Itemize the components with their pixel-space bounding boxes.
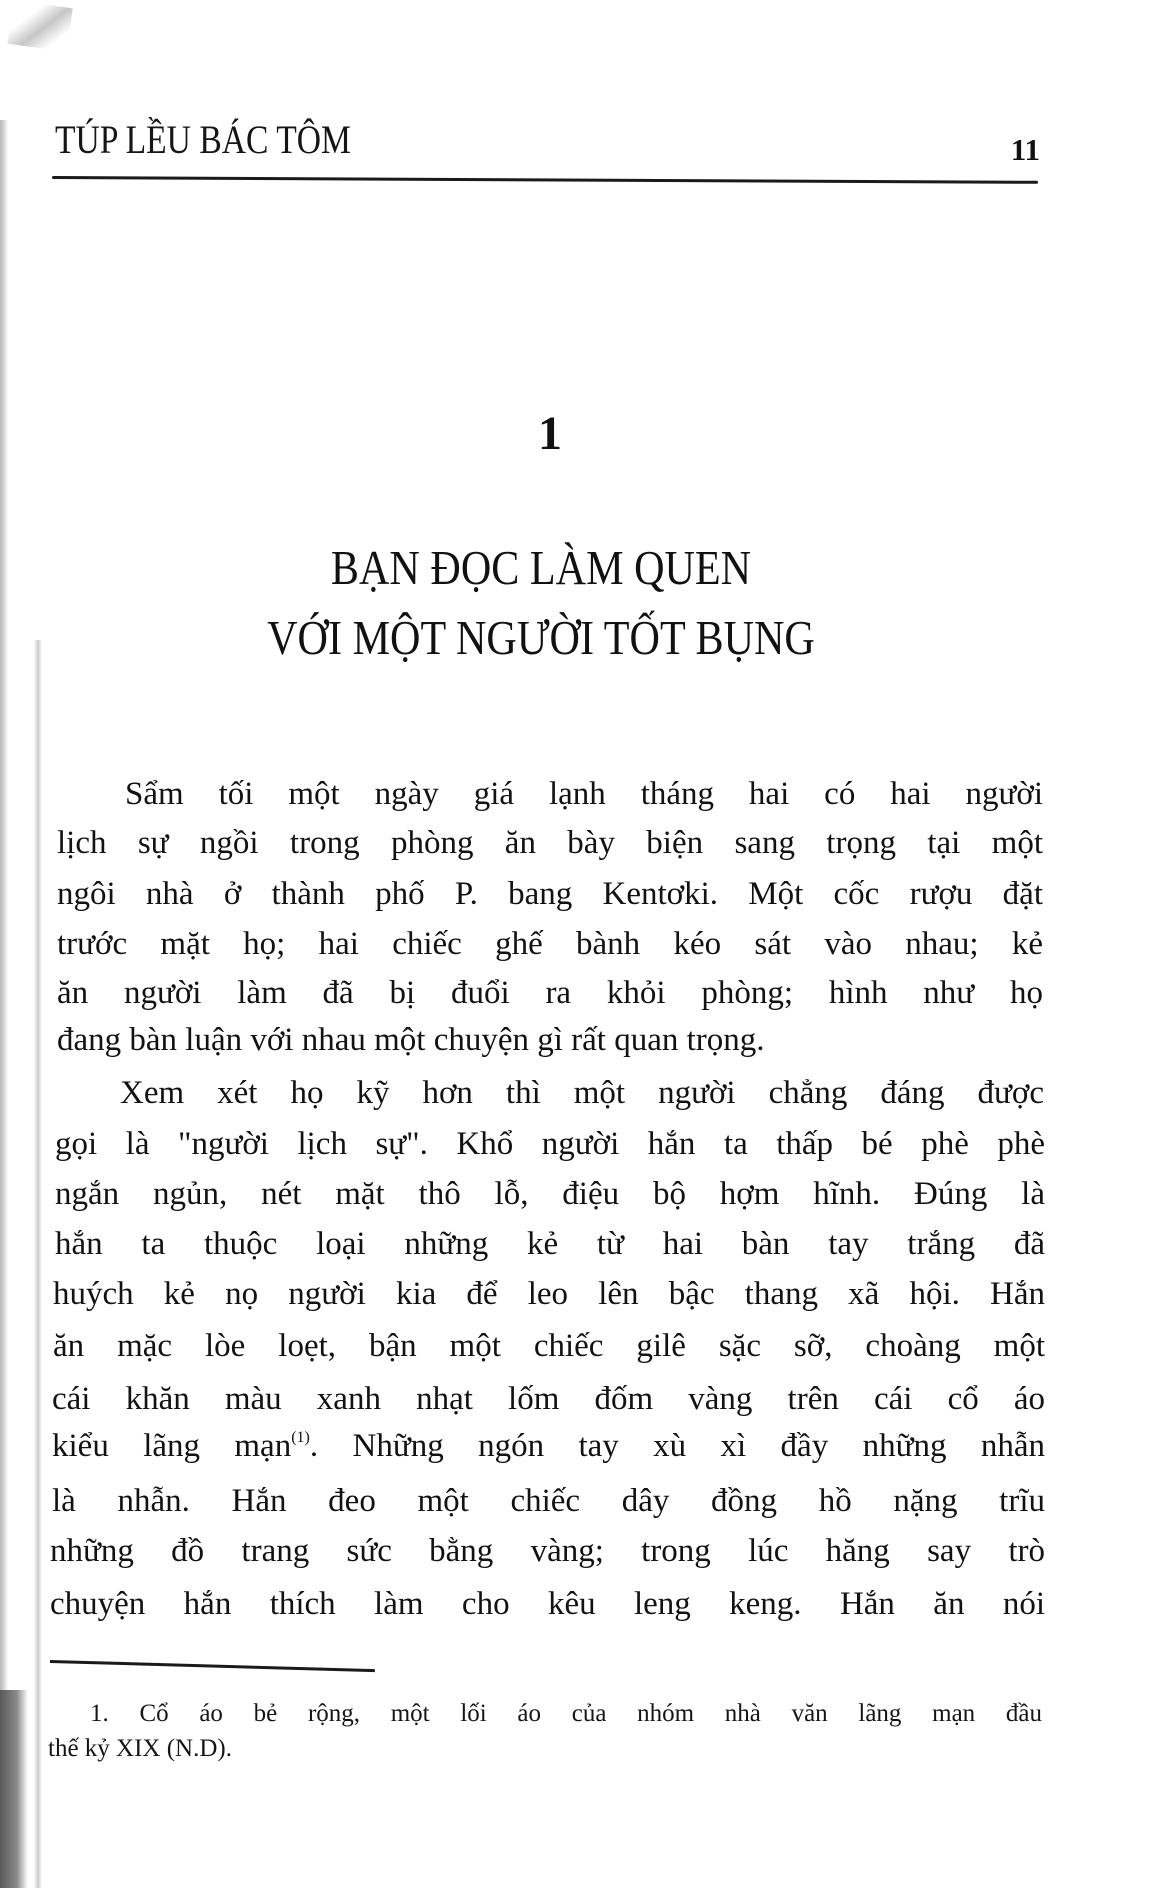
footnote-line xyxy=(90,1698,1042,1730)
text-line-content: ăn người làm đã bị đuổi ra khỏi phòng; hình như họ xyxy=(57,975,1043,1011)
text-line xyxy=(53,1324,1045,1368)
text-line-content: hắn ta thuộc loại những kẻ từ hai bàn tay trắng đã xyxy=(55,1226,1045,1262)
running-head-title: TÚP LỀU BÁC TÔM xyxy=(55,117,351,162)
text-line-content: ngôi nhà ở thành phố P. bang Kentơki. Một cốc rượu đặt xyxy=(57,876,1043,912)
text-fragment: kiểu lãng mạn xyxy=(52,1428,292,1464)
text-line xyxy=(52,1479,1045,1523)
text-line xyxy=(57,1018,1007,1062)
text-line-content: đang bàn luận với nhau một chuyện gì rất quan trọng. xyxy=(57,1022,765,1058)
text-line-content: gọi là "người lịch sự". Khổ người hắn ta thấp bé phè phè xyxy=(55,1126,1045,1162)
text-line xyxy=(57,971,1043,1015)
chapter-number: 1 xyxy=(538,407,562,460)
text-line xyxy=(52,1424,1045,1468)
scan-edge-shadow xyxy=(0,120,8,1888)
text-line-content: những đồ trang sức bằng vàng; trong lúc hăng say trò xyxy=(50,1533,1045,1569)
text-line-content: trước mặt họ; hai chiếc ghế bành kéo sát vào nhau; kẻ xyxy=(57,926,1043,962)
text-line xyxy=(55,1122,1045,1166)
text-line xyxy=(57,821,1043,865)
header-rule xyxy=(52,176,1038,184)
text-line-content: ngắn ngủn, nét mặt thô lỗ, điệu bộ hợm hĩnh. Đúng là xyxy=(55,1176,1045,1212)
chapter-title-line-2: VỚI MỘT NGƯỜI TỐT BỤNG xyxy=(267,610,815,665)
text-line-content: là nhẫn. Hắn đeo một chiếc dây đồng hồ nặng trĩu xyxy=(52,1483,1045,1519)
text-line xyxy=(50,1529,1045,1573)
text-line xyxy=(55,1222,1045,1266)
text-line-content: huých kẻ nọ người kia để leo lên bậc thang xã hội. Hắn xyxy=(53,1276,1045,1312)
chapter-title-line-1: BẠN ĐỌC LÀM QUEN xyxy=(330,540,752,595)
text-line xyxy=(120,1071,1044,1115)
scan-edge-shadow-bottom xyxy=(0,1690,28,1888)
text-line xyxy=(55,1172,1045,1216)
text-line-content: cái khăn màu xanh nhạt lốm đốm vàng trên cái cổ áo xyxy=(52,1381,1045,1417)
text-line-content: lịch sự ngồi trong phòng ăn bày biện sang trọng tại một xyxy=(57,825,1043,861)
text-line xyxy=(125,772,1043,816)
text-line xyxy=(57,922,1043,966)
footnote-text: thế kỷ XIX (N.D). xyxy=(48,1735,232,1762)
text-line-content: chuyện hắn thích làm cho kêu leng keng. Hắn ăn nói xyxy=(50,1586,1045,1622)
scan-edge-shadow-inner xyxy=(34,640,42,1888)
footnote-reference[interactable]: (1) xyxy=(291,1429,310,1446)
text-line xyxy=(57,872,1043,916)
text-line-content xyxy=(52,1424,1045,1468)
footnote-line xyxy=(48,1733,448,1765)
text-line-content: Xem xét họ kỹ hơn thì một người chẳng đáng được xyxy=(120,1075,1044,1111)
text-line xyxy=(52,1377,1045,1421)
text-line-content: ăn mặc lòe loẹt, bận một chiếc gilê sặc sỡ, choàng một xyxy=(53,1328,1045,1364)
text-line-content: Sẩm tối một ngày giá lạnh tháng hai có hai người xyxy=(125,776,1043,812)
page-corner-fold xyxy=(7,0,73,52)
text-line xyxy=(53,1272,1045,1316)
text-fragment: . Những ngón tay xù xì đầy những nhẫn xyxy=(309,1428,1045,1464)
footnote-text: 1. Cổ áo bẻ rộng, một lối áo của nhóm nhà văn lãng mạn đầu xyxy=(90,1700,1042,1727)
footnote-rule xyxy=(50,1660,375,1672)
page-number: 11 xyxy=(1010,132,1040,167)
text-line xyxy=(50,1582,1045,1626)
